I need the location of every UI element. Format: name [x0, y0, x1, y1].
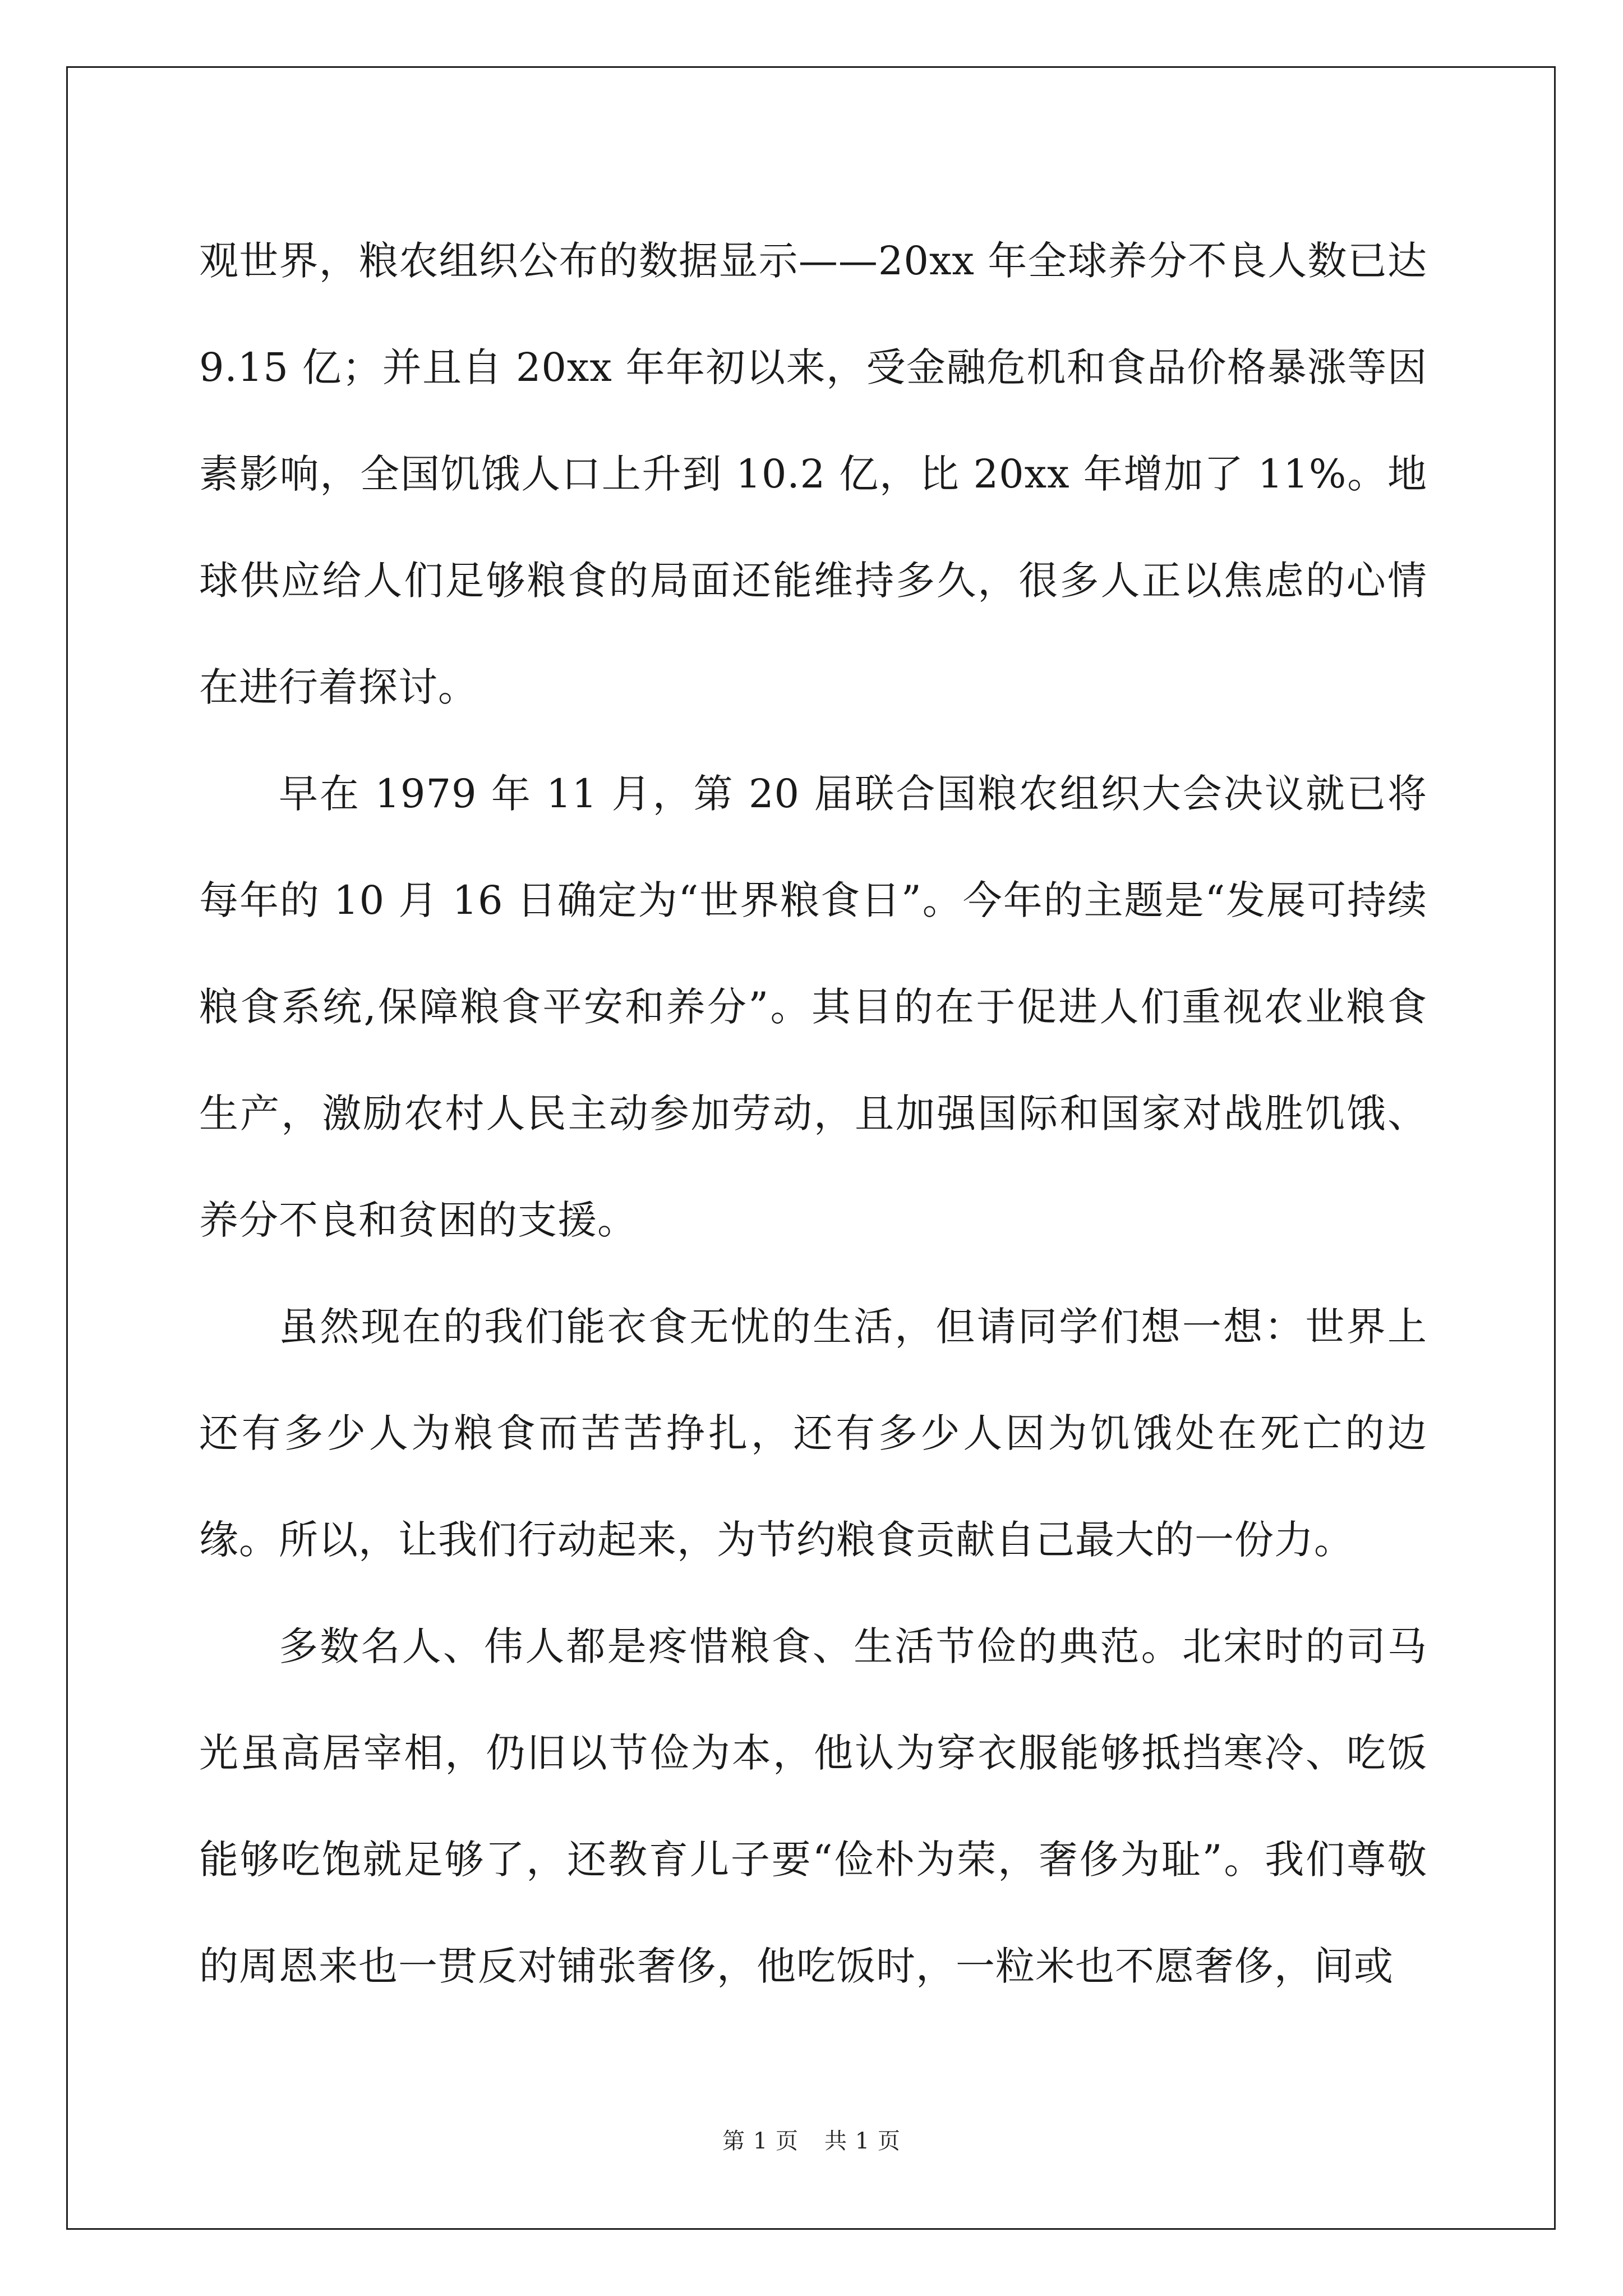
paragraph-1: 观世界，粮农组织公布的数据显示——20xx 年全球养分不良人数已达 9.15 亿；并且自 20xx 年年初以来，受金融危机和食品价格暴涨等因素影响，全国饥饿人口上升到 10.2 亿，比 20xx 年增加了 11%。地球供应给人们足够粮食的局面还能维持多久，很多人正以焦虑的心情在进行着探讨。 — [199, 238, 1427, 710]
document-body — [199, 208, 1427, 2019]
paragraph-4: 多数名人、伟人都是疼惜粮食、生活节俭的典范。北宋时的司马光虽高居宰相，仍旧以节俭为本，他认为穿衣服能够抵挡寒冷、吃饭能够吃饱就足够了，还教育儿子要“俭朴为荣，奢侈为耻”。我们尊敬的周恩来也一贯反对铺张奢侈，他吃饭时，一粒米也不愿奢侈，间或 — [199, 1623, 1427, 1989]
page-footer — [0, 2127, 1623, 2155]
paragraph-2: 早在 1979 年 11 月，第 20 届联合国粮农组织大会决议就已将每年的 10 月 16 日确定为“世界粮食日”。今年的主题是“发展可持续粮食系统,保障粮食平安和养分”。其目的在于促进人们重视农业粮食生产，激励农村人民主动参加劳动，且加强国际和国家对战胜饥饿、养分不良和贫困的支援。 — [199, 771, 1427, 1243]
paragraph-3: 虽然现在的我们能衣食无忧的生活，但请同学们想一想：世界上还有多少人为粮食而苦苦挣扎，还有多少人因为饥饿处在死亡的边缘。所以，让我们行动起来，为节约粮食贡献自己最大的一份力。 — [199, 1304, 1427, 1563]
page-total: 共 1 页 — [824, 2128, 901, 2154]
page-number: 第 1 页 — [722, 2128, 799, 2154]
